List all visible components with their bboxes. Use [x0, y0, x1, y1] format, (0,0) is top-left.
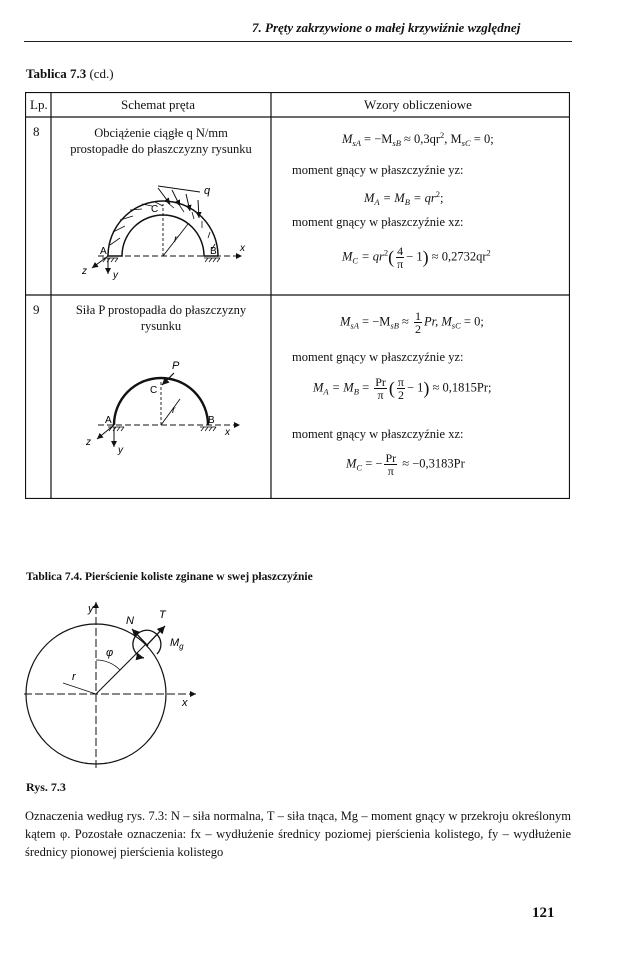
row-8-text-xz: moment gnący w płaszczyźnie xz:: [292, 215, 464, 229]
ring-label-r: r: [72, 671, 76, 683]
ring-label-x: x: [182, 697, 188, 709]
ring-label-y: y: [88, 603, 94, 615]
row-9-label-B: B: [208, 415, 215, 426]
body-paragraph: Oznaczenia według rys. 7.3: N – siła normalna, T – siła tnąca, Mg – moment gnący w przekroju określonym kątem φ. Pozostałe oznaczenia: fx – wydłużenie średnicy poziomej pierścienia kolistego, fy – wydłużenie średnicy pionowej pierścienia kolistego: [25, 809, 571, 859]
row-8-desc-line2: prostopadłe do płaszczyzny rysunku: [70, 142, 252, 156]
row-8-label-q: q: [204, 185, 211, 197]
ring-label-T: T: [159, 609, 166, 621]
row-8-label-C: C: [151, 204, 159, 215]
row-8-label-A: A: [100, 246, 107, 257]
row-9-label-y: y: [118, 445, 123, 456]
row-8-label-B: B: [210, 246, 217, 257]
table-caption-cont: (cd.): [89, 66, 114, 81]
row-9-lp: 9: [33, 302, 40, 317]
running-header: 7. Pręty zakrzywione o małej krzywiźnie względnej: [252, 20, 521, 35]
row-9-label-P: P: [172, 360, 180, 372]
row-9-formula-3: $M_C$ = − $\frac{Pr}{\pi}$ ≈ −0,3183Pr: [346, 451, 465, 478]
row-9-diagram: [80, 355, 260, 465]
header-rule: [24, 41, 572, 42]
row-8-desc-line1: Obciążenie ciągłe q N/mm: [94, 126, 228, 140]
ring-label-phi: φ: [106, 647, 114, 659]
row-8-lp: 8: [33, 124, 40, 139]
row-9-description: [54, 302, 268, 334]
row-8-diagram: [80, 170, 260, 280]
row-8-label-r: r: [174, 234, 178, 245]
row-8-formula-1: $M_{sA} = -M_{sB} \approx 0,3qr^2$, $M_{sC} = 0$;: [342, 130, 494, 148]
row-8-label-x: x: [240, 243, 245, 254]
row-8-formula-3: $M_C = qr^2$( $\frac{4}{\pi}$ − $1) \approx 0,2732qr^2$: [342, 244, 491, 271]
figure-caption: Rys. 7.3: [26, 780, 66, 794]
ring-figure: [20, 596, 220, 771]
row-9-label-C: C: [150, 385, 158, 396]
row-9-text-xz: moment gnący w płaszczyźnie xz:: [292, 427, 464, 441]
row-9-desc-line1: Siła P prostopadła do płaszczyzny: [75, 303, 247, 317]
row-9-formula-1: $M_{sA} = -M_{sB}$ ≈ $\frac{1}{2}$ Pr, $M_{sC} = 0$;: [340, 309, 484, 336]
ring-label-Mg: $M_g$: [170, 637, 184, 651]
table-caption-label: Tablica 7.3: [26, 66, 87, 81]
row-8-text-yz: moment gnący w płaszczyźnie yz:: [292, 163, 464, 177]
row-9-text-yz: moment gnący w płaszczyźnie yz:: [292, 350, 464, 364]
row-9-label-A: A: [105, 415, 112, 426]
row-8-description: [54, 125, 268, 157]
row-9-desc-line2: rysunku: [140, 319, 182, 333]
ring-label-N: N: [126, 615, 134, 627]
row-8-label-y: y: [113, 270, 118, 280]
header-wzory: Wzory obliczeniowe: [364, 97, 472, 112]
row-9-label-r: r: [172, 405, 176, 416]
header-lp: Lp.: [30, 97, 48, 112]
row-9-label-z: z: [86, 437, 91, 448]
page-number: 121: [532, 905, 555, 921]
row-9-label-x: x: [225, 427, 230, 438]
header-schemat: Schemat pręta: [121, 97, 195, 112]
row-8-formula-2: $M_A = M_B = qr^2$;: [364, 189, 444, 207]
row-8-label-z: z: [82, 266, 87, 277]
table-caption: [26, 66, 114, 82]
table-7-4-caption: Tablica 7.4. Pierścienie koliste zginane w swej płaszczyźnie: [26, 571, 313, 583]
row-9-formula-2: $M_A = M_B$ = $\frac{Pr}{\pi}$ ( $\frac{\pi}{2}$ − 1) ≈ 0,1815Pr;: [313, 375, 492, 402]
